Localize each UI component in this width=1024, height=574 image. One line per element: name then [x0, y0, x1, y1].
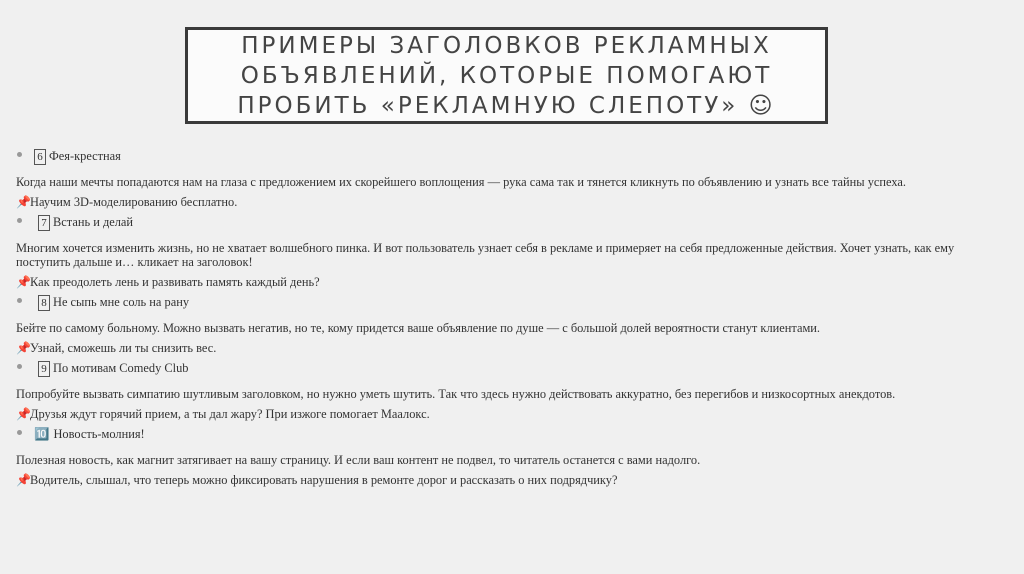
section-heading-text: Не сыпь мне соль на рану — [53, 295, 190, 309]
example-headline — [16, 275, 1006, 289]
slide-title-line-2: ОБЪЯВЛЕНИЙ, КОТОРЫЕ ПОМОГАЮТ — [240, 62, 773, 89]
example-text: Как преодолеть лень и развивать память каждый день? — [30, 275, 320, 289]
slide-title-box — [185, 27, 828, 124]
section-heading-text: Встань и делай — [53, 215, 134, 229]
number-badge: 8 — [38, 295, 50, 311]
example-headline — [16, 473, 1006, 487]
section-paragraph: Попробуйте вызвать симпатию шутливым заголовком, но нужно уметь шутить. Так что здесь нужно действовать аккуратно, без перегибов и низкосортных анекдотов. — [16, 387, 896, 401]
section-heading-text: Новость-молния! — [53, 427, 145, 441]
number-badge: 7 — [38, 215, 50, 231]
section-heading — [16, 295, 1006, 317]
section-paragraph: Многим хочется изменить жизнь, но не хватает волшебного пинка. И вот пользователь узнает себя в рекламе и примеряет на себя предложенные действия. Хочет узнать, как ему поступить дальше и… кликает на заголовок! — [16, 241, 955, 269]
slide-content — [16, 145, 1006, 493]
example-text: Водитель, слышал, что теперь можно фиксировать нарушения в ремонте дорог и рассказать о них подрядчику? — [30, 473, 618, 487]
section-heading — [16, 427, 1006, 449]
bullet-icon — [17, 298, 22, 303]
section-heading — [16, 215, 1006, 237]
example-headline — [16, 195, 1006, 209]
example-headline — [16, 341, 1006, 355]
section-heading-text: Фея-крестная — [49, 149, 121, 163]
example-text: Научим 3D-моделированию бесплатно. — [30, 195, 238, 209]
example-text: Друзья ждут горячий прием, а ты дал жару? При изжоге помогает Маалокс. — [30, 407, 430, 421]
section-paragraph: Полезная новость, как магнит затягивает на вашу страницу. И если ваш контент не подвел, то читатель останется с вами надолго. — [16, 453, 701, 467]
pushpin-icon: 📌 — [16, 407, 31, 421]
bullet-icon — [17, 430, 22, 435]
section-paragraph: Бейте по самому больному. Можно вызвать негатив, но те, кому придется ваше объявление по душе — с большой долей вероятности станут клиентами. — [16, 321, 821, 335]
section-heading — [16, 149, 1006, 171]
section-heading-text: По мотивам Comedy Club — [53, 361, 189, 375]
slide-title-line-3: ПРОБИТЬ «РЕКЛАМНУЮ СЛЕПОТУ» ☺ — [237, 92, 776, 119]
bullet-icon — [17, 152, 22, 157]
pushpin-icon: 📌 — [16, 341, 31, 355]
bullet-icon — [17, 364, 22, 369]
pushpin-icon: 📌 — [16, 473, 31, 487]
number-badge: 🔟 — [34, 427, 50, 441]
example-headline — [16, 407, 1006, 421]
bullet-icon — [17, 218, 22, 223]
slide-title-line-1: ПРИМЕРЫ ЗАГОЛОВКОВ РЕКЛАМНЫХ — [241, 32, 772, 59]
number-badge: 9 — [38, 361, 50, 377]
section-paragraph: Когда наши мечты попадаются нам на глаза с предложением их скорейшего воплощения — рука сама так и тянется кликнуть по объявлению и узнать все тайны успеха. — [16, 175, 907, 189]
pushpin-icon: 📌 — [16, 275, 31, 289]
number-badge: 6 — [34, 149, 46, 165]
example-text: Узнай, сможешь ли ты снизить вес. — [30, 341, 217, 355]
pushpin-icon: 📌 — [16, 195, 31, 209]
section-heading — [16, 361, 1006, 383]
